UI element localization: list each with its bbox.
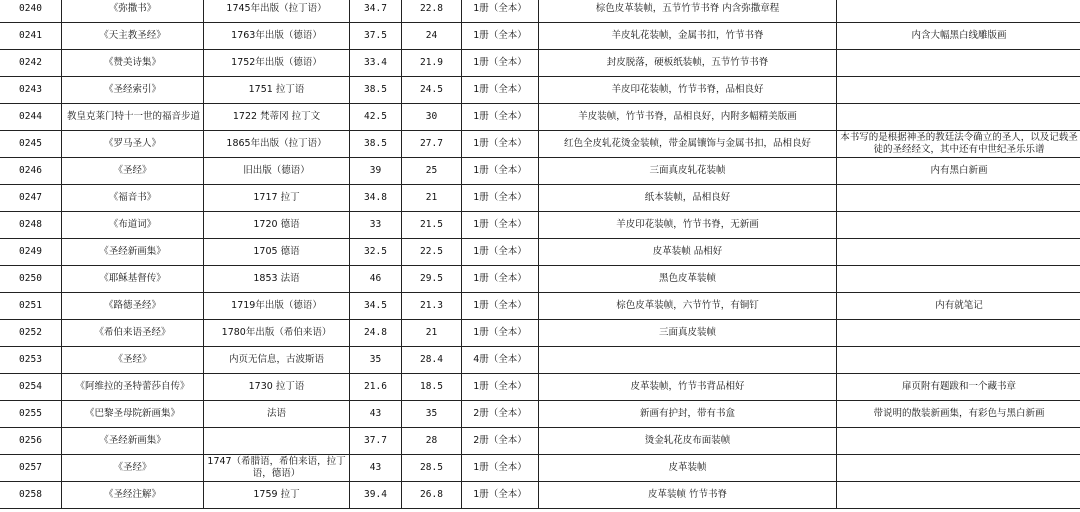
cell-height: 46 bbox=[350, 266, 402, 293]
cell-binding: 新画有护封，带有书盒 bbox=[539, 401, 837, 428]
cell-note: 带说明的散装新画集，有彩色与黑白新画 bbox=[837, 401, 1080, 428]
cell-volumes: 1册（全本） bbox=[462, 185, 539, 212]
table-row bbox=[0, 50, 1080, 77]
cell-binding: 羊皮装帧，竹节书脊，品相良好，内附多幅精美版画 bbox=[539, 104, 837, 131]
cell-note: 内有黑白新画 bbox=[837, 158, 1080, 185]
table-row bbox=[0, 401, 1080, 428]
cell-title: 《巴黎圣母院新画集》 bbox=[62, 401, 204, 428]
cell-item-number: 0258 bbox=[0, 482, 62, 509]
table-row bbox=[0, 0, 1080, 23]
cell-width: 21 bbox=[402, 185, 462, 212]
cell-height: 37.5 bbox=[350, 23, 402, 50]
table-row bbox=[0, 104, 1080, 131]
cell-item-number: 0248 bbox=[0, 212, 62, 239]
table-row bbox=[0, 320, 1080, 347]
cell-width: 28 bbox=[402, 428, 462, 455]
cell-height: 24.8 bbox=[350, 320, 402, 347]
cell-note bbox=[837, 104, 1080, 131]
cell-note: 本书写的是根据神圣的教廷法令确立的圣人，以及记载圣徒的圣经经文，其中还有中世纪圣乐乐谱 bbox=[837, 131, 1080, 158]
cell-title: 《赞美诗集》 bbox=[62, 50, 204, 77]
cell-volumes: 1册（全本） bbox=[462, 50, 539, 77]
cell-binding: 羊皮轧花装帧，金属书扣，竹节书脊 bbox=[539, 23, 837, 50]
cell-item-number: 0240 bbox=[0, 0, 62, 23]
cell-note bbox=[837, 266, 1080, 293]
cell-height: 37.7 bbox=[350, 428, 402, 455]
cell-note bbox=[837, 212, 1080, 239]
cell-title: 《福音书》 bbox=[62, 185, 204, 212]
cell-title: 《圣经》 bbox=[62, 158, 204, 185]
cell-binding: 皮革装帧 品相好 bbox=[539, 239, 837, 266]
cell-volumes: 1册（全本） bbox=[462, 293, 539, 320]
table-row bbox=[0, 212, 1080, 239]
cell-edition: 1747（希腊语，希伯来语，拉丁语，德语） bbox=[204, 455, 350, 482]
cell-title: 《圣经索引》 bbox=[62, 77, 204, 104]
cell-height: 34.8 bbox=[350, 185, 402, 212]
cell-edition: 1730 拉丁语 bbox=[204, 374, 350, 401]
cell-note bbox=[837, 347, 1080, 374]
table-row bbox=[0, 374, 1080, 401]
cell-width: 24.5 bbox=[402, 77, 462, 104]
cell-note bbox=[837, 50, 1080, 77]
cell-edition: 1705 德语 bbox=[204, 239, 350, 266]
cell-note bbox=[837, 0, 1080, 23]
cell-width: 22.5 bbox=[402, 239, 462, 266]
cell-binding: 烫金轧花皮布面装帧 bbox=[539, 428, 837, 455]
cell-edition: 1759 拉丁 bbox=[204, 482, 350, 509]
cell-width: 25 bbox=[402, 158, 462, 185]
cell-item-number: 0253 bbox=[0, 347, 62, 374]
cell-binding: 棕色皮革装帧，五节竹节书脊 内含弥撒章程 bbox=[539, 0, 837, 23]
cell-height: 38.5 bbox=[350, 131, 402, 158]
cell-volumes: 2册（全本） bbox=[462, 428, 539, 455]
cell-item-number: 0257 bbox=[0, 455, 62, 482]
cell-title: 《圣经新画集》 bbox=[62, 239, 204, 266]
cell-width: 35 bbox=[402, 401, 462, 428]
cell-edition: 1780年出版（希伯来语） bbox=[204, 320, 350, 347]
table-row bbox=[0, 23, 1080, 50]
cell-item-number: 0246 bbox=[0, 158, 62, 185]
cell-binding: 红色全皮轧花烫金装帧，带金属镶饰与金属书扣，品相良好 bbox=[539, 131, 837, 158]
cell-title: 《耶稣基督传》 bbox=[62, 266, 204, 293]
cell-binding: 皮革装帧，竹节书背品相好 bbox=[539, 374, 837, 401]
cell-note: 内有就笔记 bbox=[837, 293, 1080, 320]
cell-note: 内含大幅黑白线雕版画 bbox=[837, 23, 1080, 50]
cell-edition: 内页无信息，古波斯语 bbox=[204, 347, 350, 374]
cell-width: 21.3 bbox=[402, 293, 462, 320]
cell-title: 教皇克莱门特十一世的福音步道 bbox=[62, 104, 204, 131]
cell-width: 27.7 bbox=[402, 131, 462, 158]
cell-title: 《圣经注解》 bbox=[62, 482, 204, 509]
cell-edition: 1751 拉丁语 bbox=[204, 77, 350, 104]
cell-note bbox=[837, 320, 1080, 347]
cell-binding: 皮革装帧 bbox=[539, 455, 837, 482]
cell-height: 33.4 bbox=[350, 50, 402, 77]
cell-binding: 三面真皮装帧 bbox=[539, 320, 837, 347]
cell-width: 21 bbox=[402, 320, 462, 347]
table-row bbox=[0, 455, 1080, 482]
cell-volumes: 1册（全本） bbox=[462, 212, 539, 239]
cell-volumes: 1册（全本） bbox=[462, 23, 539, 50]
cell-binding: 皮革装帧 竹节书脊 bbox=[539, 482, 837, 509]
table-row bbox=[0, 185, 1080, 212]
cell-volumes: 1册（全本） bbox=[462, 131, 539, 158]
cell-width: 21.5 bbox=[402, 212, 462, 239]
cell-height: 35 bbox=[350, 347, 402, 374]
cell-title: 《阿维拉的圣特蕾莎自传》 bbox=[62, 374, 204, 401]
cell-title: 《希伯来语圣经》 bbox=[62, 320, 204, 347]
cell-height: 43 bbox=[350, 455, 402, 482]
cell-item-number: 0256 bbox=[0, 428, 62, 455]
cell-height: 21.6 bbox=[350, 374, 402, 401]
cell-volumes: 1册（全本） bbox=[462, 266, 539, 293]
table-row bbox=[0, 428, 1080, 455]
cell-title: 《罗马圣人》 bbox=[62, 131, 204, 158]
table-row bbox=[0, 77, 1080, 104]
cell-edition: 1720 德语 bbox=[204, 212, 350, 239]
cell-note bbox=[837, 428, 1080, 455]
cell-note bbox=[837, 455, 1080, 482]
cell-height: 34.5 bbox=[350, 293, 402, 320]
cell-width: 28.4 bbox=[402, 347, 462, 374]
cell-edition: 1717 拉丁 bbox=[204, 185, 350, 212]
cell-binding: 黑色皮革装帧 bbox=[539, 266, 837, 293]
cell-binding bbox=[539, 347, 837, 374]
cell-note: 扉页附有题跋和一个藏书章 bbox=[837, 374, 1080, 401]
cell-height: 43 bbox=[350, 401, 402, 428]
cell-edition bbox=[204, 428, 350, 455]
cell-volumes: 1册（全本） bbox=[462, 104, 539, 131]
cell-height: 34.7 bbox=[350, 0, 402, 23]
cell-edition: 1745年出版（拉丁语） bbox=[204, 0, 350, 23]
cell-item-number: 0252 bbox=[0, 320, 62, 347]
cell-title: 《圣经》 bbox=[62, 455, 204, 482]
cell-volumes: 2册（全本） bbox=[462, 401, 539, 428]
cell-edition: 1853 法语 bbox=[204, 266, 350, 293]
cell-height: 33 bbox=[350, 212, 402, 239]
cell-binding: 纸本装帧，品相良好 bbox=[539, 185, 837, 212]
cell-volumes: 1册（全本） bbox=[462, 158, 539, 185]
cell-volumes: 1册（全本） bbox=[462, 239, 539, 266]
cell-note bbox=[837, 239, 1080, 266]
cell-height: 39 bbox=[350, 158, 402, 185]
cell-edition: 1752年出版（德语） bbox=[204, 50, 350, 77]
cell-width: 18.5 bbox=[402, 374, 462, 401]
cell-width: 26.8 bbox=[402, 482, 462, 509]
cell-item-number: 0255 bbox=[0, 401, 62, 428]
cell-volumes: 1册（全本） bbox=[462, 77, 539, 104]
cell-item-number: 0251 bbox=[0, 293, 62, 320]
cell-note bbox=[837, 185, 1080, 212]
cell-binding: 封皮脱落，硬板纸装帧，五节竹节书脊 bbox=[539, 50, 837, 77]
cell-title: 《路德圣经》 bbox=[62, 293, 204, 320]
cell-binding: 羊皮印花装帧，竹节书脊，品相良好 bbox=[539, 77, 837, 104]
table-row bbox=[0, 347, 1080, 374]
cell-width: 22.8 bbox=[402, 0, 462, 23]
cell-item-number: 0254 bbox=[0, 374, 62, 401]
cell-edition: 法语 bbox=[204, 401, 350, 428]
cell-title: 《弥撒书》 bbox=[62, 0, 204, 23]
table-row bbox=[0, 239, 1080, 266]
cell-width: 28.5 bbox=[402, 455, 462, 482]
cell-title: 《布道词》 bbox=[62, 212, 204, 239]
cell-binding: 三面真皮轧花装帧 bbox=[539, 158, 837, 185]
cell-item-number: 0247 bbox=[0, 185, 62, 212]
cell-volumes: 1册（全本） bbox=[462, 320, 539, 347]
cell-height: 38.5 bbox=[350, 77, 402, 104]
cell-width: 24 bbox=[402, 23, 462, 50]
cell-width: 30 bbox=[402, 104, 462, 131]
cell-volumes: 1册（全本） bbox=[462, 374, 539, 401]
cell-volumes: 1册（全本） bbox=[462, 0, 539, 23]
cell-edition: 旧出版（德语） bbox=[204, 158, 350, 185]
table-row bbox=[0, 158, 1080, 185]
cell-volumes: 1册（全本） bbox=[462, 455, 539, 482]
cell-height: 32.5 bbox=[350, 239, 402, 266]
cell-binding: 棕色皮革装帧，六节竹节，有铜钉 bbox=[539, 293, 837, 320]
cell-title: 《天主教圣经》 bbox=[62, 23, 204, 50]
table-row bbox=[0, 293, 1080, 320]
cell-volumes: 4册（全本） bbox=[462, 347, 539, 374]
cell-edition: 1763年出版（德语） bbox=[204, 23, 350, 50]
cell-edition: 1719年出版（德语） bbox=[204, 293, 350, 320]
cell-title: 《圣经新画集》 bbox=[62, 428, 204, 455]
cell-title: 《圣经》 bbox=[62, 347, 204, 374]
table-row bbox=[0, 131, 1080, 158]
cell-note bbox=[837, 77, 1080, 104]
cell-item-number: 0244 bbox=[0, 104, 62, 131]
cell-edition: 1865年出版（拉丁语） bbox=[204, 131, 350, 158]
cell-item-number: 0250 bbox=[0, 266, 62, 293]
cell-binding: 羊皮印花装帧，竹节书脊，无新画 bbox=[539, 212, 837, 239]
cell-width: 29.5 bbox=[402, 266, 462, 293]
cell-item-number: 0242 bbox=[0, 50, 62, 77]
cell-height: 39.4 bbox=[350, 482, 402, 509]
cell-width: 21.9 bbox=[402, 50, 462, 77]
cell-item-number: 0241 bbox=[0, 23, 62, 50]
cell-item-number: 0249 bbox=[0, 239, 62, 266]
table-row bbox=[0, 482, 1080, 509]
cell-edition: 1722 梵蒂冈 拉丁文 bbox=[204, 104, 350, 131]
cell-note bbox=[837, 482, 1080, 509]
cell-volumes: 1册（全本） bbox=[462, 482, 539, 509]
cell-item-number: 0243 bbox=[0, 77, 62, 104]
cell-height: 42.5 bbox=[350, 104, 402, 131]
table-row bbox=[0, 266, 1080, 293]
cell-item-number: 0245 bbox=[0, 131, 62, 158]
